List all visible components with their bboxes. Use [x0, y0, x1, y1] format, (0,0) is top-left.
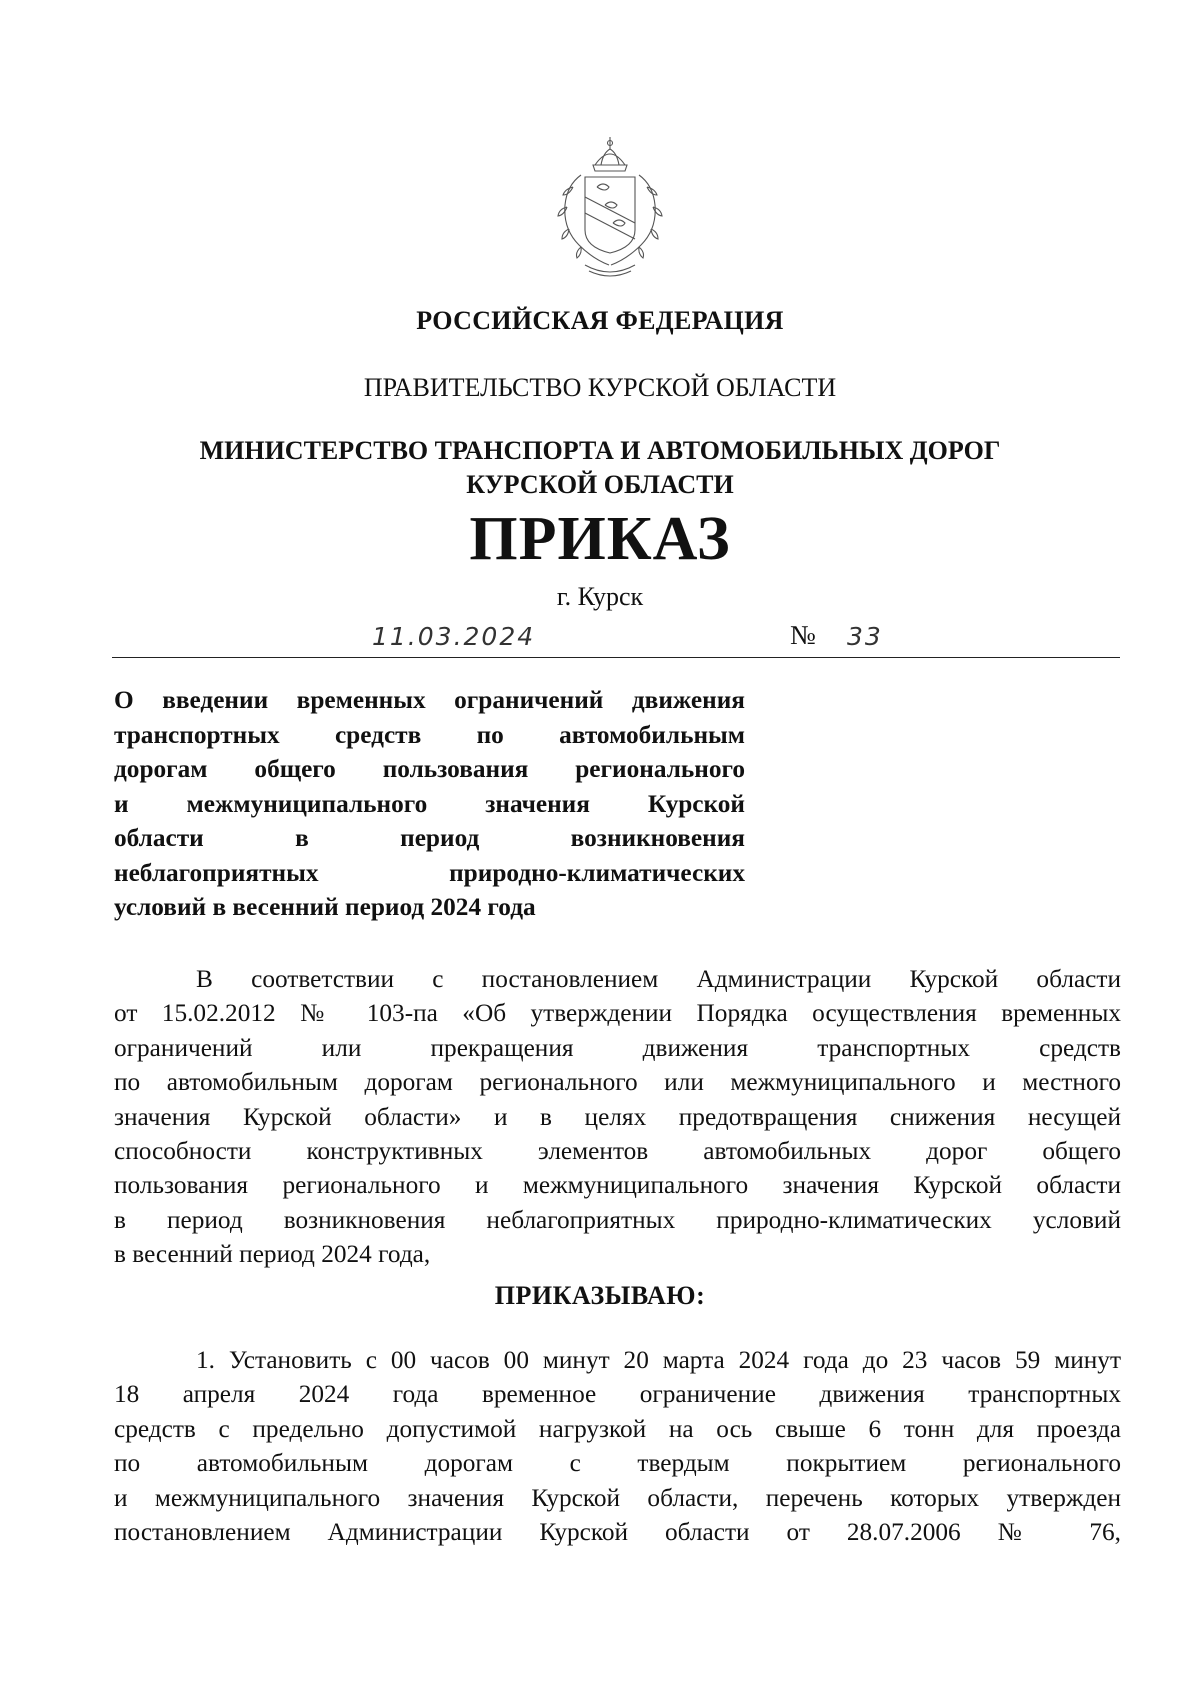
- order-number: 33: [847, 622, 883, 651]
- document-type-title: ПРИКАЗ: [469, 505, 731, 573]
- subject-line: дорогам общего пользования регионального: [114, 755, 745, 783]
- item-line: по автомобильным дорогам с твердым покрытием регионального: [114, 1449, 1121, 1478]
- order-item-1: [114, 1343, 1121, 1549]
- preamble-line: пользования регионального и межмуниципального значения Курской области: [114, 1171, 1121, 1200]
- item-line: 1. Установить с 00 часов 00 минут 20 марта 2024 года до 23 часов 59 минут: [196, 1346, 1121, 1374]
- preamble-line: В соответствии с постановлением Администрации Курской области: [196, 965, 1121, 993]
- registration-row: [112, 622, 1122, 658]
- item-line: 18 апреля 2024 года временное ограничение движения транспортных: [114, 1380, 1121, 1409]
- subject-line: и межмуниципального значения Курской: [114, 789, 745, 818]
- subject-line: неблагоприятных природно-климатических: [114, 858, 745, 887]
- item-line: постановлением Администрации Курской области от 28.07.2006 № 76,: [114, 1518, 1121, 1547]
- item-line: средств с предельно допустимой нагрузкой на ось свыше 6 тонн для проезда: [114, 1414, 1121, 1443]
- order-number-label: №: [790, 620, 816, 650]
- subject-line: условий в весенний период 2024 года: [114, 893, 536, 921]
- subject-line: области в период возникновения: [114, 824, 745, 852]
- city-label: г. Курск: [556, 582, 644, 611]
- preamble-line: по автомобильным дорогам регионального или межмуниципального и местного: [114, 1068, 1121, 1097]
- preamble-line: ограничений или прекращения движения транспортных средств: [114, 1033, 1121, 1062]
- kursk-coat-of-arms-icon: [545, 135, 675, 285]
- ministry-title-line-2: КУРСКОЙ ОБЛАСТИ: [466, 470, 734, 499]
- orders-heading: ПРИКАЗЫВАЮ:: [494, 1281, 706, 1310]
- preamble-line: в весенний период 2024 года,: [114, 1240, 431, 1269]
- government-title: ПРАВИТЕЛЬСТВО КУРСКОЙ ОБЛАСТИ: [363, 373, 837, 402]
- subject-line: О введении временных ограничений движения: [114, 686, 745, 714]
- preamble-line: от 15.02.2012 № 103-па «Об утверждении Порядка осуществления временных: [114, 999, 1121, 1028]
- ministry-title-line-1: МИНИСТЕРСТВО ТРАНСПОРТА И АВТОМОБИЛЬНЫХ ДОРОГ: [199, 436, 1001, 465]
- federation-title: РОССИЙСКАЯ ФЕДЕРАЦИЯ: [416, 306, 784, 335]
- preamble-line: значения Курской области» и в целях предотвращения снижения несущей: [114, 1102, 1121, 1131]
- subject-line: транспортных средств по автомобильным: [114, 720, 745, 749]
- header-divider: [112, 657, 1120, 658]
- preamble-paragraph: [114, 962, 1121, 1272]
- preamble-line: в период возникновения неблагоприятных природно-климатических условий: [114, 1205, 1121, 1234]
- order-date: 11.03.2024: [372, 622, 536, 651]
- order-subject: [114, 683, 745, 925]
- item-line: и межмуниципального значения Курской области, перечень которых утвержден: [114, 1483, 1121, 1512]
- preamble-line: способности конструктивных элементов автомобильных дорог общего: [114, 1137, 1121, 1166]
